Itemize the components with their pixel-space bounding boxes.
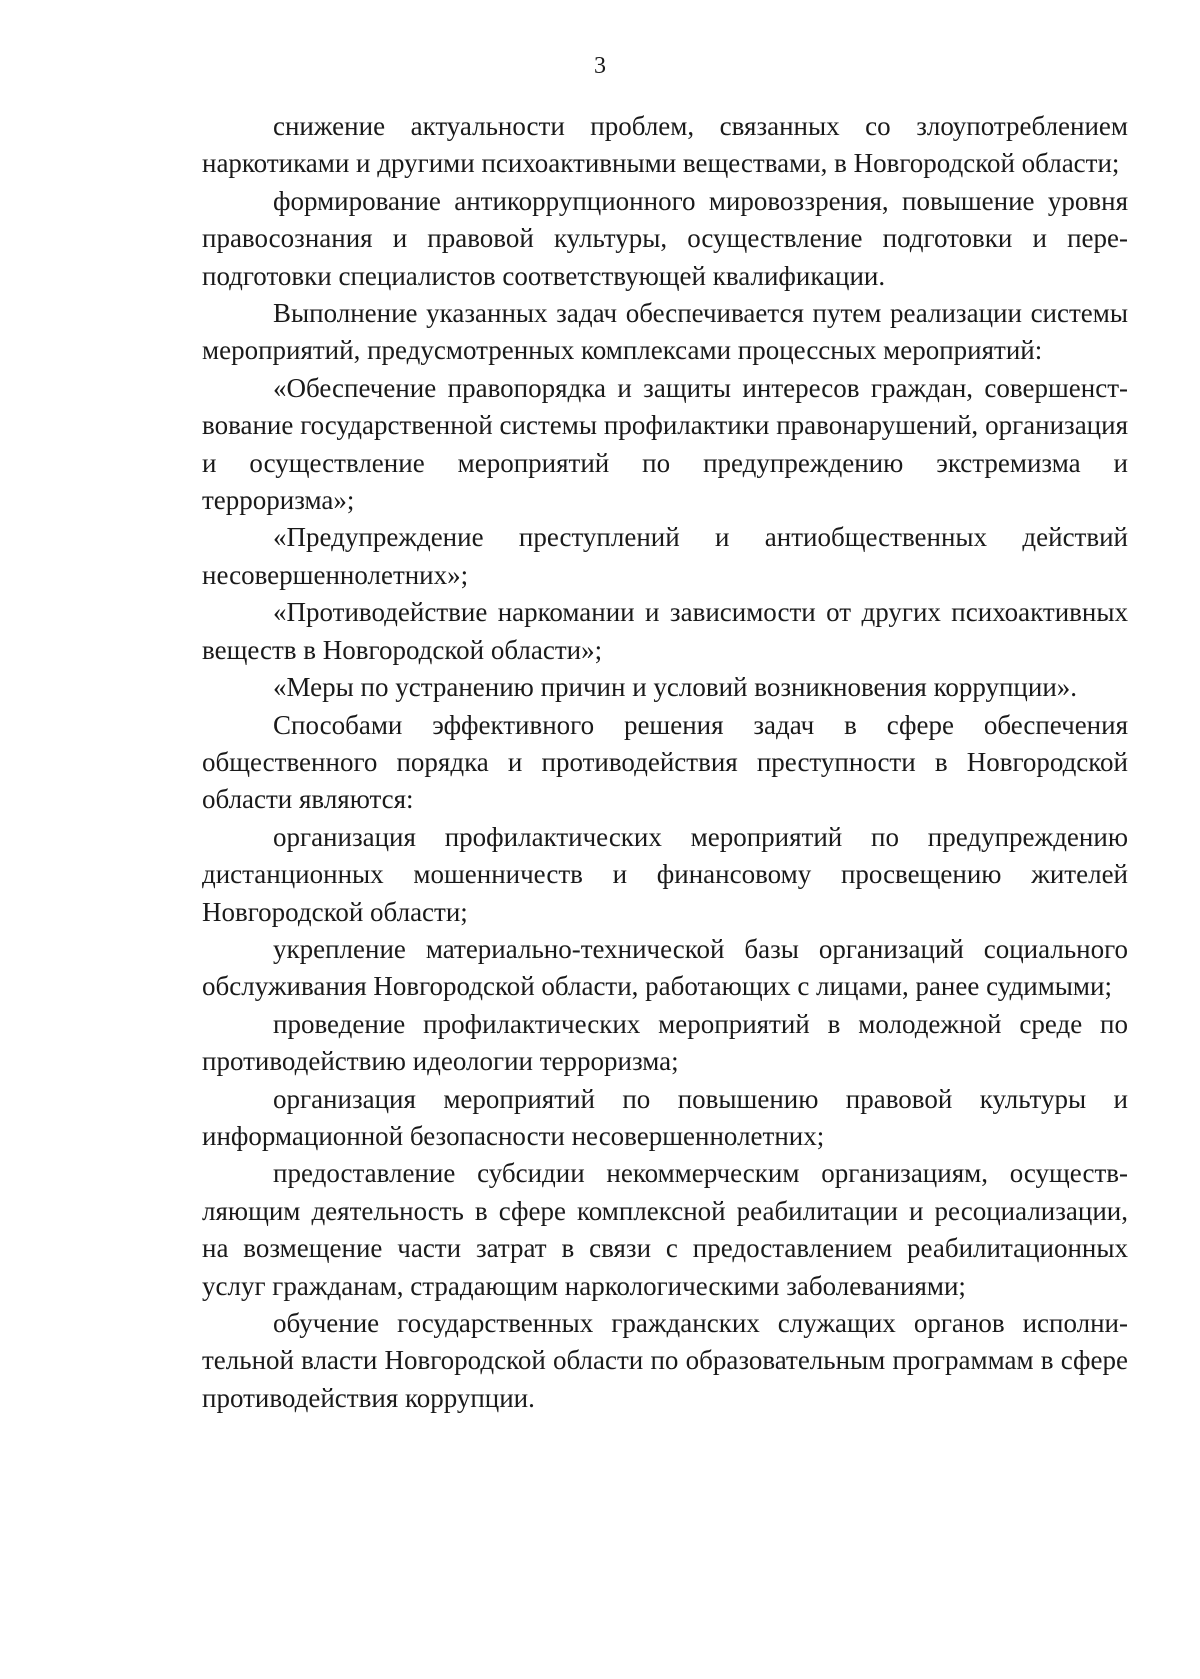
paragraph-civil-servant-training: обучение государственных гражданских служащих органов исполнительной власти Новгородской области по образовательным программам в сфере противодействия коррупции. [202, 1308, 1128, 1413]
page-number: 3 [594, 53, 606, 79]
paragraph-youth-terrorism-prevention: проведение профилактических мероприятий в молодежной среде по противодействию идеологии терроризма; [202, 1008, 1128, 1077]
paragraph-juvenile-legal-culture: организация мероприятий по повышению правовой культуры и информационной безопасности несовершеннолетних; [202, 1083, 1128, 1151]
paragraph-fraud-prevention: организация профилактических мероприятий по предупреждению дистанционных мошенничеств и финансовому просвещению жителей Новгородской области; [202, 821, 1128, 927]
paragraph-effective-methods: Способами эффективного решения задач в сфере обеспечения общественного порядка и противодействия преступности в Новгородской области являются: [202, 709, 1128, 815]
paragraph-tasks-implementation: Выполнение указанных задач обеспечивается путем реализации системы мероприятий, предусмотренных комплексами процессных мероприятий: [202, 298, 1128, 366]
paragraph-anticorruption-worldview: формирование антикоррупционного мировоззрения, повышение уровня правосознания и правовой культуры, осуществление подготовки и переподготовки специалистов соответствующей квалификации. [202, 185, 1128, 291]
paragraph-drug-addiction-complex: «Противодействие наркомании и зависимости от других психоактивных веществ в Новгородской области»; [202, 597, 1128, 665]
paragraph-nonprofit-subsidies: предоставление субсидии некоммерческим организациям, осуществляющим деятельность в сфере комплексной реабилитации и ресоциализации, на возмещение части затрат в связи с предоставлением реабилитационных услуг гражданам, страдающим наркологическими заболеваниями; [202, 1158, 1128, 1301]
paragraph-juvenile-crime-complex: «Предупреждение преступлений и антиобщественных действий несовершеннолетних»; [202, 522, 1128, 590]
paragraph-law-and-order-complex: «Обеспечение правопорядка и защиты интересов граждан, совершенствование государственной системы профилактики правонарушений, организация и осуществление мероприятий по предупреждению экстремизма и терроризма»; [202, 372, 1128, 516]
paragraph-drug-problems: снижение актуальности проблем, связанных со злоупотреблением наркотиками и другими психоактивными веществами, в Новгородской области; [202, 111, 1128, 179]
paragraph-social-services-base: укрепление материально-технической базы организаций социального обслуживания Новгородской области, работающих с лицами, ранее судимыми; [202, 933, 1128, 1002]
document-body [202, 108, 1128, 1417]
paragraph-corruption-causes-complex: «Меры по устранению причин и условий возникновения коррупции». [273, 672, 1078, 703]
